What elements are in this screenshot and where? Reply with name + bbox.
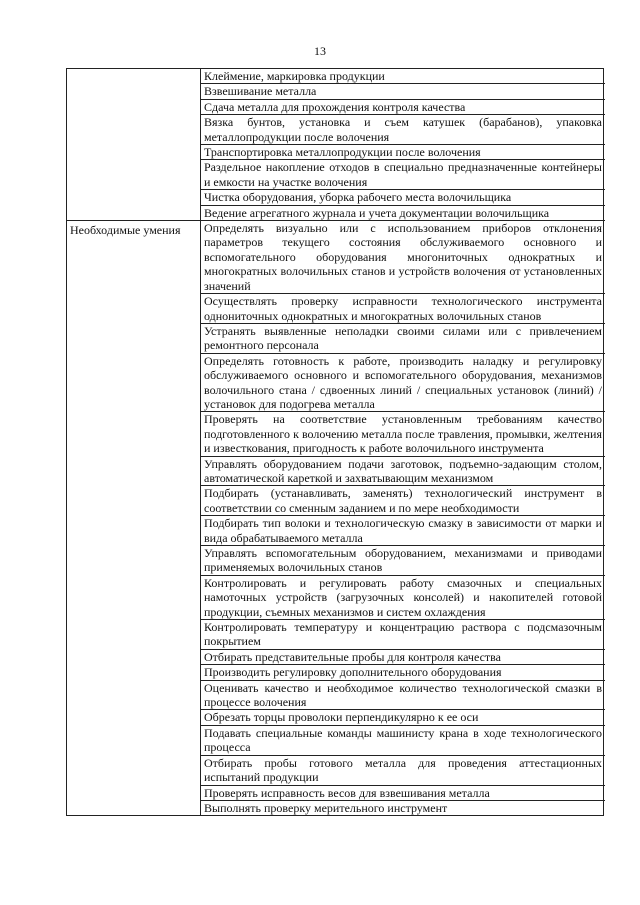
- table-row: Контролировать и регулировать работу смазочных и специальных намоточных устройств (загрузочных консолей) и накопителей готовой продукции, съемных механизмов и систем охлаждения: [201, 575, 605, 619]
- table-row: Контролировать температуру и концентрацию раствора с подсмазочным покрытием: [201, 619, 605, 649]
- table-row: Устранять выявленные неполадки своими силами или с привлечением ремонтного персонала: [201, 323, 605, 353]
- table-row: Подбирать (устанавливать, заменять) технологический инструмент в соответствии со сменным заданием и по мере необходимости: [201, 485, 605, 515]
- table-row: Транспортировка металлопродукции после волочения: [201, 144, 605, 159]
- table-row: Управлять вспомогательным оборудованием, механизмами и приводами применяемых волочильных станов: [201, 545, 605, 575]
- table-row: Вязка бунтов, установка и съем катушек (барабанов), упаковка металлопродукции после волочения: [201, 114, 605, 144]
- table-row: Управлять оборудованием подачи заготовок, подъемно-задающим столом, автоматической кареткой и захватывающим механизмом: [201, 456, 605, 486]
- table-row: Взвешивание металла: [201, 83, 605, 98]
- table-row: Ведение агрегатного журнала и учета документации волочильщика: [201, 205, 605, 220]
- table-row: Раздельное накопление отходов в специально предназначенные контейнеры и емкости на участке волочения: [201, 159, 605, 189]
- table-row: Сдача металла для прохождения контроля качества: [201, 99, 605, 114]
- table-row: Проверять на соответствие установленным требованиям качество подготовленного к волочению металла после травления, промывки, желтения и известкования, пригодность к работе волочильного инструмента: [201, 411, 605, 455]
- table-row: Оценивать качество и необходимое количество технологической смазки в процессе волочения: [201, 680, 605, 710]
- requirements-table: [66, 68, 604, 816]
- table-row: Обрезать торцы проволоки перпендикулярно к ее оси: [201, 709, 605, 724]
- table-row: Определять визуально или с использованием приборов отклонения параметров текущего состояния обслуживаемого основного и вспомогательного оборудования многониточных однократных и многократных волочильных станов и устройств волочения от установленных значений: [201, 220, 605, 293]
- table-row: Отбирать представительные пробы для контроля качества: [201, 649, 605, 664]
- table-row: Клеймение, маркировка продукции: [204, 69, 385, 83]
- section-label-continued: [67, 69, 201, 220]
- table-row: Производить регулировку дополнительного оборудования: [201, 664, 605, 679]
- table-row: Чистка оборудования, уборка рабочего места волочильщика: [201, 189, 605, 204]
- table-row: Подавать специальные команды машинисту крана в ходе технологического процесса: [201, 725, 605, 755]
- page-number: 13: [314, 44, 326, 58]
- table-row: Определять готовность к работе, производить наладку и регулировку обслуживаемого основного и вспомогательного оборудования, механизмов волочильного стана / сдвоенных линий / специальных установок (линий) / установок для подогрева металла: [201, 353, 605, 412]
- table-row: Отбирать пробы готового металла для проведения аттестационных испытаний продукции: [201, 755, 605, 785]
- table-row: Подбирать тип волоки и технологическую смазку в зависимости от марки и вида обрабатываемого металла: [201, 515, 605, 545]
- table-row: Проверять исправность весов для взвешивания металла: [201, 785, 605, 800]
- section-label-skills: Необходимые умения: [67, 220, 201, 815]
- table-row: Осуществлять проверку исправности технологического инструмента однониточных однократных и многократных волочильных станов: [201, 293, 605, 323]
- table-row: Выполнять проверку мерительного инструмент: [201, 800, 605, 815]
